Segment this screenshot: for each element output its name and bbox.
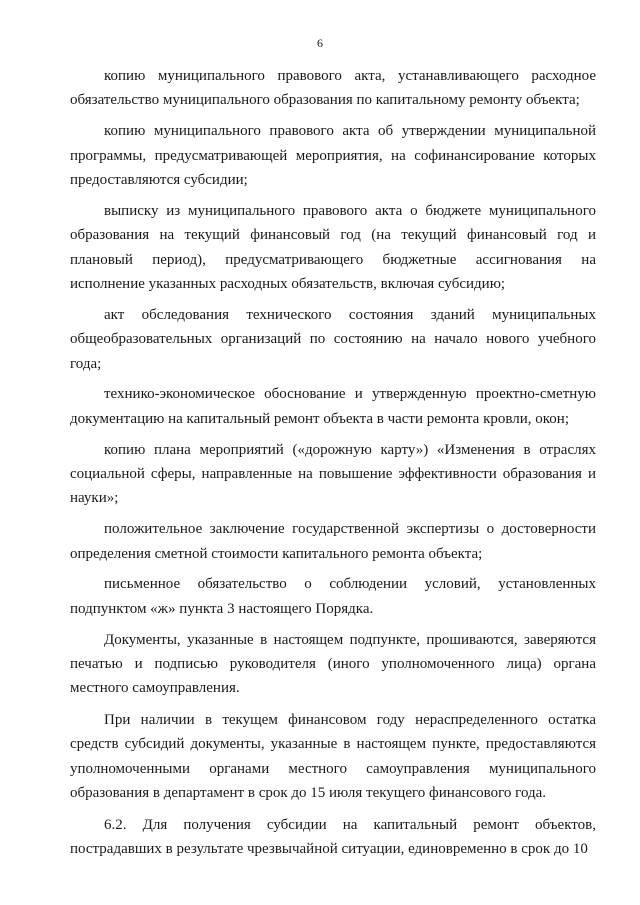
paragraph-section-6-2: 6.2. Для получения субсидии на капитальный ремонт объектов, пострадавших в результате чрезвычайной ситуации, единовременно в срок до 10 (70, 816, 596, 857)
document-body (70, 64, 596, 868)
paragraph-inspection-act: акт обследования технического состояния зданий муниципальных общеобразовательных организаций по состоянию на начало нового учебного года; (70, 306, 596, 372)
paragraph-expert-conclusion: положительное заключение государственной экспертизы о достоверности определения сметной стоимости капитального ремонта объекта; (70, 521, 596, 562)
paragraph-program-act-copy: копию муниципального правового акта об утверждении муниципальной программы, предусматривающей мероприятия, на софинансирование которых предоставляются субсидии; (70, 123, 596, 189)
paragraph-written-obligation: письменное обязательство о соблюдении условий, установленных подпунктом «ж» пункта 3 настоящего Порядка. (70, 576, 596, 617)
paragraph-roadmap-copy: копию плана мероприятий («дорожную карту») «Изменения в отраслях социальной сферы, направленные на повышение эффективности образования и науки»; (70, 441, 596, 507)
paragraph-legal-act-copy: копию муниципального правового акта, устанавливающего расходное обязательство муниципального образования по капитальному ремонту объекта; (70, 68, 596, 109)
paragraph-feasibility-study: технико-экономическое обоснование и утвержденную проектно-сметную документацию на капитальный ремонт объекта в части ремонта кровли, окон; (70, 386, 596, 427)
paragraph-unallocated-balance: При наличии в текущем финансовом году нераспределенного остатка средств субсидий документы, указанные в настоящем пункте, предоставляются уполномоченными органами местного самоуправления муниципального образования в департамент в срок до 15 июля текущего финансового года. (70, 711, 596, 802)
paragraph-documents-certification: Документы, указанные в настоящем подпункте, прошиваются, заверяются печатью и подписью руководителя (иного уполномоченного лица) органа местного самоуправления. (70, 631, 596, 697)
page-number: 6 (317, 36, 323, 50)
paragraph-budget-extract: выписку из муниципального правового акта о бюджете муниципального образования на текущий финансовый год (на текущий финансовый год и плановый период), предусматривающего бюджетные ассигнования на исполнение указанных расходных обязательств, включая субсидию; (70, 202, 596, 293)
